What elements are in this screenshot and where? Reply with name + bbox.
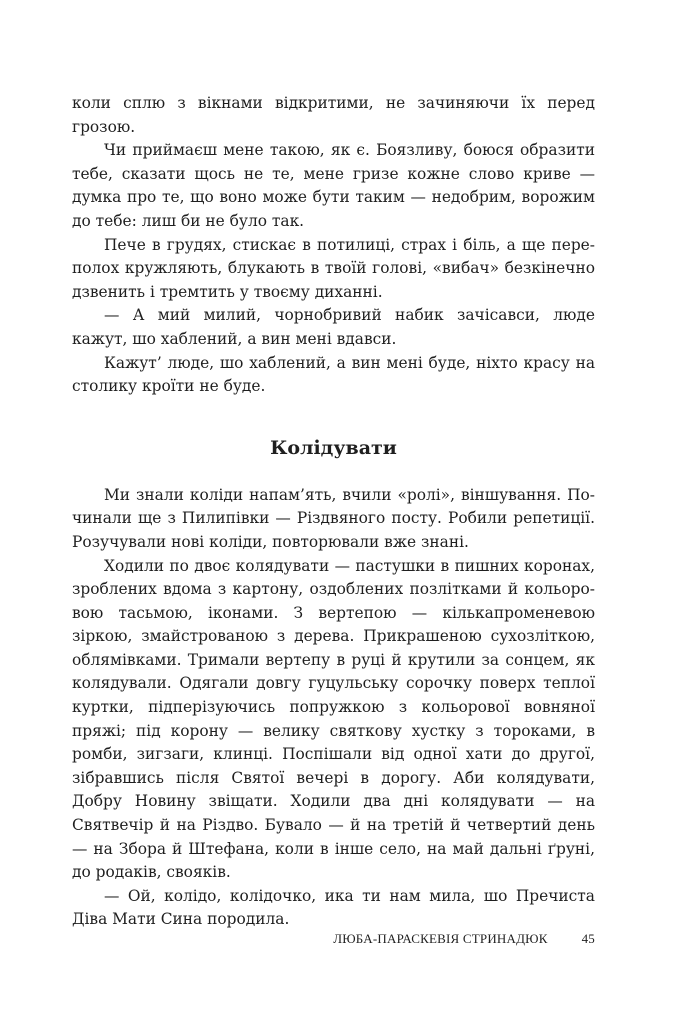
paragraph: Чи приймаєш мене такою, як є. Боязливу, боюся образити тебе, сказати щось не те, мене гризе кожне слово криве — думка про те, що воно може бути таким — недобрим, ворожим до тебе: лиш би не було так.	[72, 141, 595, 230]
page-body	[72, 92, 595, 932]
paragraph: Ходили по двоє колядувати — пастушки в пишних коронах, зроблених вдома з картону, оздоблених позлітками й кольоровою тасьмою, іконами. З вертепою — кількапроменевою зіркою, змайстрованою з дерева. Прикрашеною сухозліткою, облямівками. Тримали вертепу в руці й крутили за сонцем, як колядували. Одягали довгу гуцульську сорочку поверх теплої куртки, підперізуючись попружкою з кольорової вовняної пряжі; під корону — велику святкову хустку з тороками, в ромби, зигзаги, клинці. Поспішали від одної хати до другої, зібравшись після Святої вечері в дорогу. Аби колядувати, Добру Новину звіщати. Ходили два дні колядувати — на Святвечір й на Різдво. Бувало — й на третій й четвертий день — на Збора й Штефана, коли в інше село, на май дальні ґруні, до родаків, свояків.	[72, 556, 595, 882]
paragraph: Кажут’ люде, шо хаблений, а вин мені буде, ніхто красу на столику кроїти не буде.	[72, 353, 595, 396]
paragraph: — Ой, колідо, колідочко, ика ти нам мила, шо Пречиста Діва Мати Сина породила.	[72, 886, 595, 929]
page-number: 45	[581, 931, 595, 946]
paragraph: Ми знали коліди напам’ять, вчили «ролі», віншування. Починали ще з Пилипівки — Різдвяного посту. Робили репетиції. Розучували нові коліди, повторювали вже знані.	[72, 485, 595, 551]
paragraph: — А мий милий, чорнобривий набик зачісавси, люде кажут, шо хаблений, а вин мені вдавси.	[72, 306, 595, 348]
footer-author: ЛЮБА-ПАРАСКЕВІЯ СТРИНАДЮК	[333, 931, 548, 946]
running-footer	[333, 931, 595, 947]
paragraph: коли сплю з вікнами відкритими, не зачиняючи їх перед грозою.	[72, 94, 595, 136]
paragraph: Пече в грудях, стискає в потилиці, страх і біль, а ще переполох кружляють, блукають в твоїй голові, «вибач» безкінечно дзвенить і тремтить у твоєму диханні.	[72, 235, 595, 301]
section-heading: Колідувати	[270, 436, 397, 459]
